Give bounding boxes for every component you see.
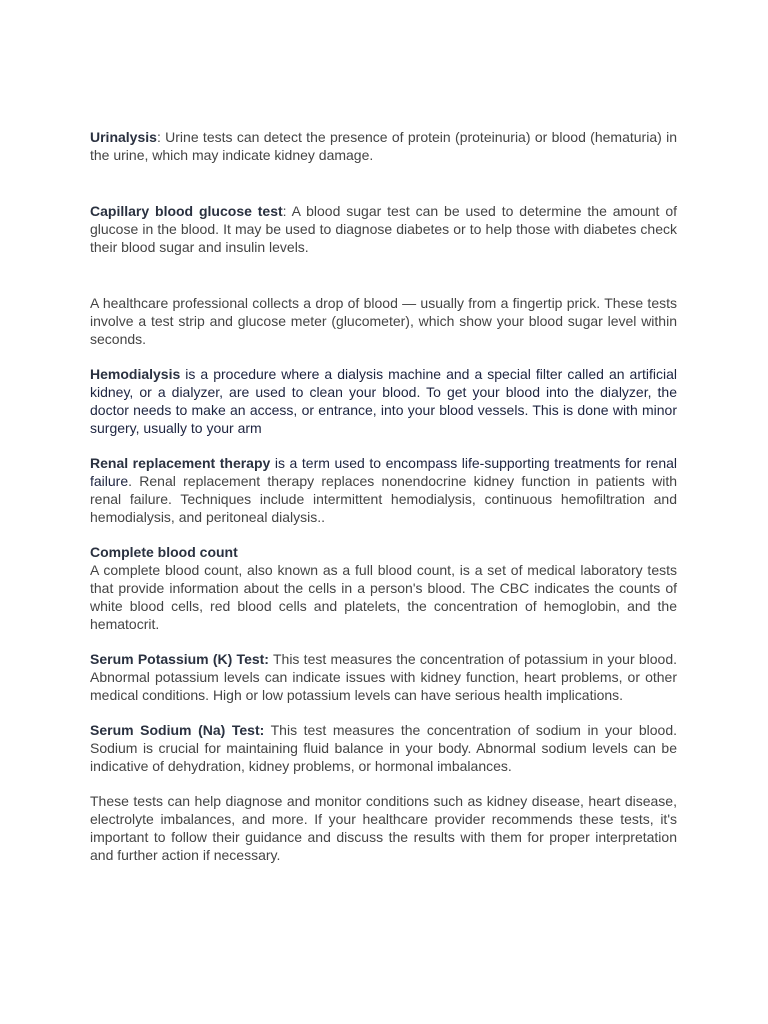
hemodialysis-paragraph (90, 365, 677, 437)
urinalysis-paragraph (90, 128, 677, 164)
cbc-paragraph (90, 543, 677, 633)
fingertip-text: A healthcare professional collects a drop of blood — usually from a fingertip prick. These tests involve a test strip and glucose meter (glucometer), which show your blood sugar level within seconds. (90, 295, 677, 347)
capillary-paragraph (90, 202, 677, 256)
spacer (90, 348, 677, 365)
cbc-text: A complete blood count, also known as a full blood count, is a set of medical laboratory tests that provide information about the cells in a person's blood. The CBC indicates the counts of white blood cells, red blood cells and platelets, the concentration of hemoglobin, and the hematocrit. (90, 562, 677, 632)
spacer (90, 256, 677, 294)
potassium-paragraph (90, 650, 677, 704)
spacer (90, 164, 677, 202)
renal-paragraph (90, 454, 677, 526)
document-page (90, 128, 677, 864)
renal-text-dark: is a term used to encompass life-supporting treatments for renal failure (90, 455, 677, 489)
capillary-term: Capillary blood glucose test (90, 203, 283, 219)
spacer (90, 704, 677, 721)
renal-text: . Renal replacement therapy replaces nonendocrine kidney function in patients with renal failure. Techniques include intermittent hemodialysis, continuous hemofiltration and hemodialysis, and peritoneal dialysis.. (90, 473, 677, 525)
closing-paragraph (90, 792, 677, 864)
spacer (90, 775, 677, 792)
potassium-text: This test measures the concentration of potassium in your blood. Abnormal potassium levels can indicate issues with kidney function, heart problems, or other medical conditions. High or low potassium levels can have serious health implications. (90, 651, 678, 703)
spacer (90, 526, 677, 543)
hemodialysis-term: Hemodialysis (90, 366, 181, 382)
sodium-paragraph (90, 721, 677, 775)
capillary-text: : A blood sugar test can be used to determine the amount of glucose in the blood. It may be used to diagnose diabetes or to help those with diabetes check their blood sugar and insulin levels. (90, 203, 678, 255)
urinalysis-text: : Urine tests can detect the presence of protein (proteinuria) or blood (hematuria) in the urine, which may indicate kidney damage. (90, 129, 677, 163)
urinalysis-term: Urinalysis (90, 129, 157, 145)
spacer (90, 633, 677, 650)
cbc-heading: Complete blood count (90, 544, 238, 560)
renal-term: Renal replacement therapy (90, 455, 271, 471)
hemodialysis-text: is a procedure where a dialysis machine and a special filter called an artificial kidney, or a dialyzer, are used to clean your blood. To get your blood into the dialyzer, the doctor needs to make an access, or entrance, into your blood vessels. This is done with minor surgery, usually to your arm (90, 366, 677, 436)
sodium-term: Serum Sodium (Na) Test: (90, 722, 265, 738)
closing-text: These tests can help diagnose and monitor conditions such as kidney disease, heart disease, electrolyte imbalances, and more. If your healthcare provider recommends these tests, it's important to follow their guidance and discuss the results with them for proper interpretation and further action if necessary. (90, 793, 677, 863)
potassium-term: Serum Potassium (K) Test: (90, 651, 269, 667)
spacer (90, 437, 677, 454)
sodium-text: This test measures the concentration of sodium in your blood. Sodium is crucial for maintaining fluid balance in your body. Abnormal sodium levels can be indicative of dehydration, kidney problems, or hormonal imbalances. (90, 722, 677, 774)
fingertip-paragraph (90, 294, 677, 348)
